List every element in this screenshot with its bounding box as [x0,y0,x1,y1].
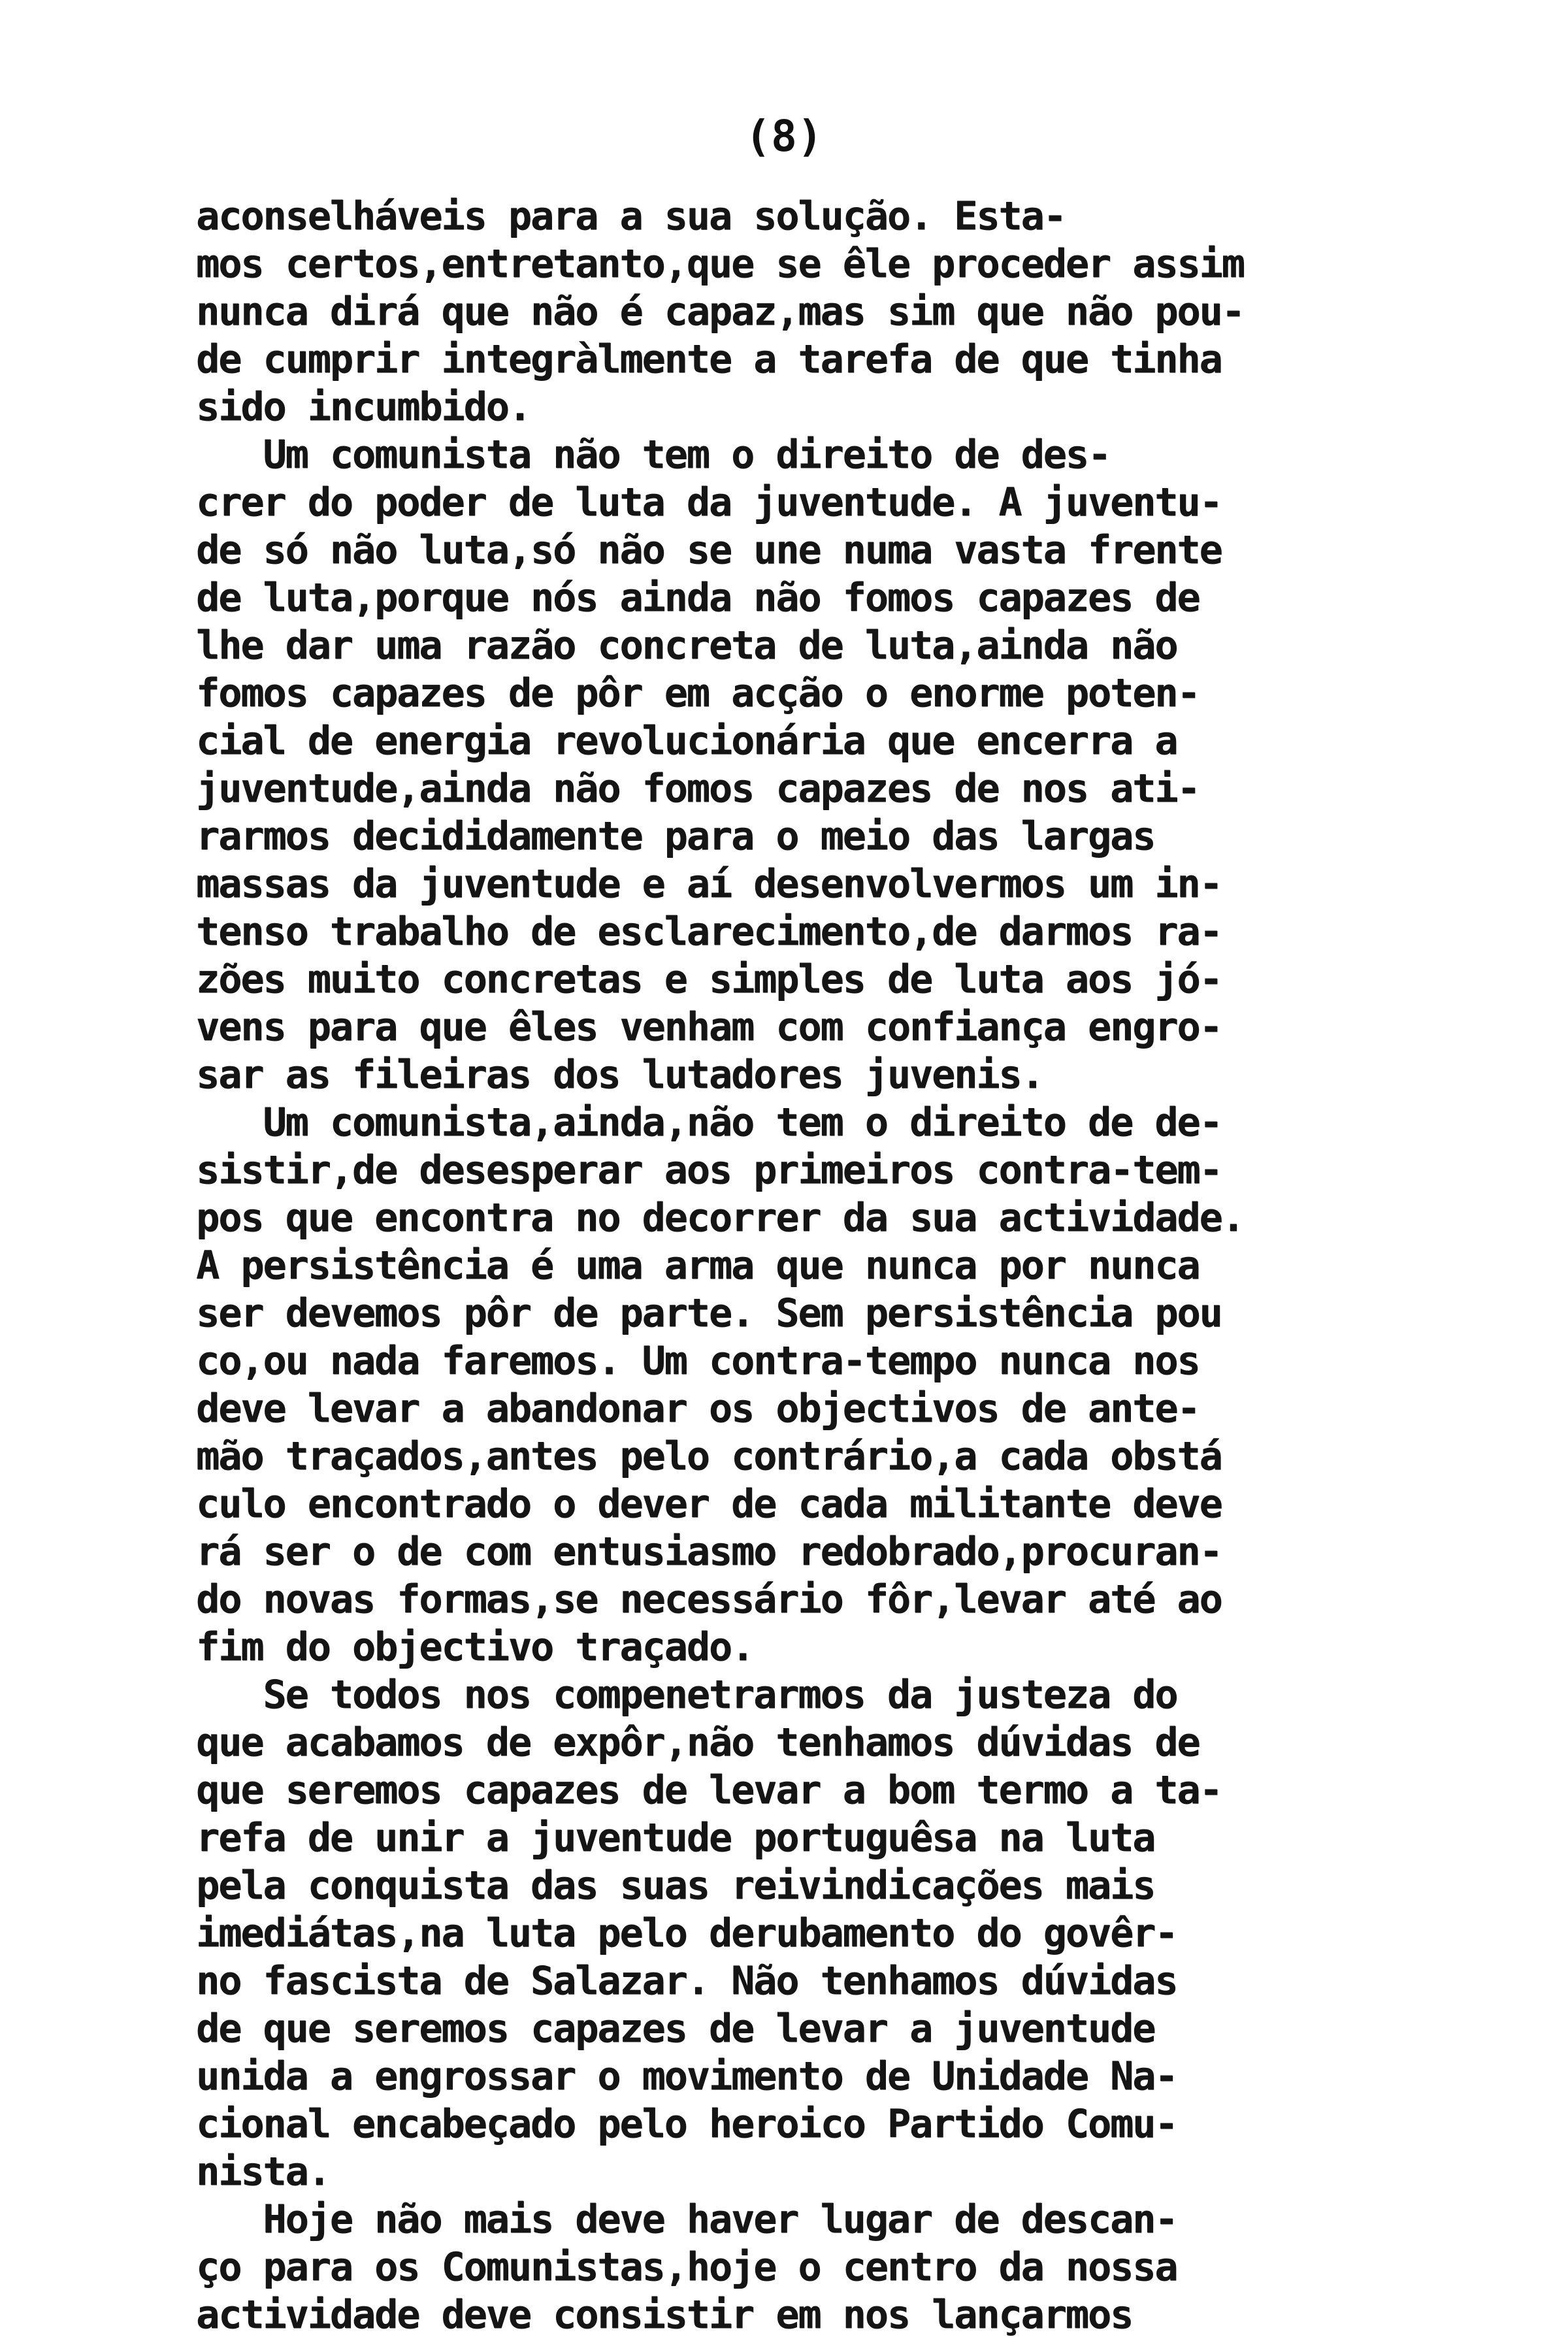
text-line: de que seremos capazes de levar a juventude [196,2006,1155,2052]
text-line: co,ou nada faremos. Um contra-tempo nunca nos [196,1338,1200,1384]
text-line: culo encontrado o dever de cada militante deve [196,1481,1222,1527]
text-line: ço para os Comunistas,hoje o centro da nossa [196,2244,1177,2290]
text-line: fim do objectivo traçado. [196,1624,754,1670]
text-line: vens para que êles venham com confiança engro- [196,1004,1222,1050]
text-line: fomos capazes de pôr em acção o enorme poten- [196,670,1200,716]
text-line: nista. [196,2149,330,2195]
body-text [196,193,1437,2339]
text-line: deve levar a abandonar os objectivos de ante- [196,1386,1200,1431]
text-line: pos que encontra no decorrer da sua actividade. [196,1195,1244,1241]
text-line: mão traçados,antes pelo contrário,a cada obstá [196,1433,1222,1479]
text-line: no fascista de Salazar. Não tenhamos dúvidas [196,1958,1177,2004]
text-line: A persistência é uma arma que nunca por nunca [196,1243,1200,1288]
text-line: que seremos capazes de levar a bom termo a ta- [196,1767,1222,1813]
text-line: sido incumbido. [196,384,531,430]
text-line: mos certos,entretanto,que se êle proceder assim [196,241,1244,287]
text-line: actividade deve consistir em nos lançarmos [196,2292,1133,2338]
text-line: imediátas,na luta pelo derubamento do govêr- [196,1910,1177,1956]
text-line: ser devemos pôr de parte. Sem persistência pou [196,1290,1222,1336]
text-line: tenso trabalho de esclarecimento,de darmos ra- [196,909,1222,955]
text-line: cial de energia revolucionária que encerra a [196,718,1177,764]
text-line: de cumprir integràlmente a tarefa de que tinha [196,336,1222,382]
text-line: Se todos nos compenetrarmos da justeza do [196,1672,1177,1718]
text-line: juventude,ainda não fomos capazes de nos ati- [196,766,1200,811]
text-line: lhe dar uma razão concreta de luta,ainda não [196,623,1177,668]
text-line: aconselháveis para a sua solução. Esta- [196,193,1066,239]
text-line: pela conquista das suas reivindicações mais [196,1863,1155,1908]
text-line: Hoje não mais deve haver lugar de descan- [196,2197,1177,2242]
text-line: nunca dirá que não é capaz,mas sim que não pou- [196,289,1244,335]
text-line: massas da juventude e aí desenvolvermos um in- [196,861,1222,907]
text-line: crer do poder de luta da juventude. A juventu- [196,480,1222,525]
text-line: Um comunista não tem o direito de des- [196,432,1111,478]
text-line: refa de unir a juventude portuguêsa na luta [196,1815,1155,1861]
text-line: unida a engrossar o movimento de Unidade Na- [196,2053,1177,2099]
text-line: sistir,de desesperar aos primeiros contra-tem- [196,1147,1222,1193]
text-line: zões muito concretas e simples de luta aos jó- [196,957,1222,1002]
text-line: cional encabeçado pelo heroico Partido Comu- [196,2101,1177,2147]
text-line: Um comunista,ainda,não tem o direito de de- [196,1100,1222,1145]
text-line: sar as fileiras dos lutadores juvenis. [196,1052,1043,1098]
text-line: de luta,porque nós ainda não fomos capazes de [196,575,1200,621]
page-number: (8) [745,111,823,161]
text-line: rá ser o de com entusiasmo redobrado,procuran- [196,1529,1222,1575]
text-line: de só não luta,só não se une numa vasta frente [196,527,1222,573]
text-line: rarmos decididamente para o meio das largas [196,813,1155,859]
text-line: do novas formas,se necessário fôr,levar até ao [196,1577,1222,1622]
text-line: que acabamos de expôr,não tenhamos dúvidas de [196,1720,1200,1765]
